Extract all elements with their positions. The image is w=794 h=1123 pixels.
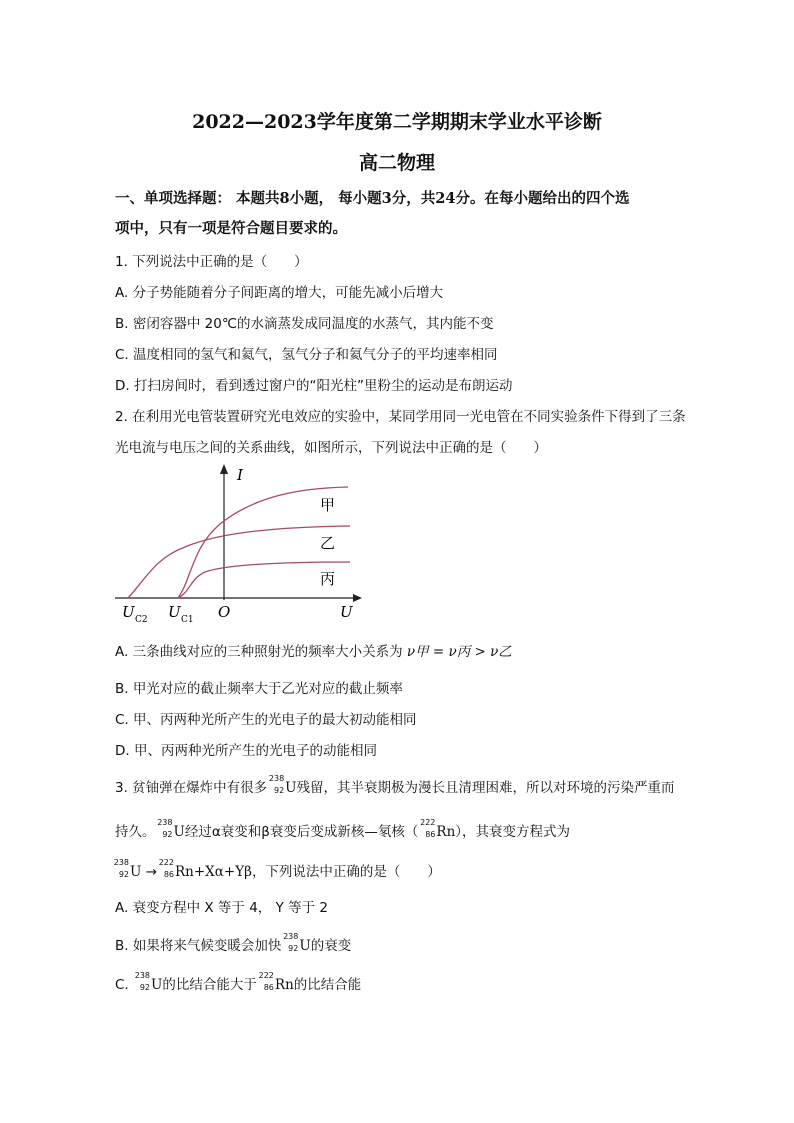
q3-line2-mid: 经过α衰变和β衰变后变成新核—氡核（ — [184, 824, 419, 840]
q3-option-c — [115, 973, 361, 993]
curve-label-jia: 甲 — [320, 496, 336, 514]
nuclide-u238: 238 92 — [134, 971, 151, 992]
nuclide-u238: 238 92 — [157, 818, 173, 839]
q1-option-d: D. 打扫房间时，看到透过窗户的“阳光柱”里粉尘的运动是布朗运动 — [115, 378, 513, 394]
decay-products: Rn+Xα+Yβ — [175, 864, 252, 880]
q2-option-a — [115, 640, 512, 660]
q1-option-c: C. 温度相同的氢气和氦气，氢气分子和氦气分子的平均速率相同 — [115, 347, 498, 363]
q2-stem-line2: 光电流与电压之间的关系曲线，如图所示，下列说法中正确的是（ ） — [115, 440, 547, 456]
symbol-rn: Rn — [274, 977, 294, 993]
curve-label-yi: 乙 — [320, 534, 336, 552]
q2-option-a-text: A. 三条曲线对应的三种照射光的频率大小关系为 — [115, 644, 403, 660]
nuclide-u238: 238 92 — [113, 858, 129, 879]
uc2-subscript: C2 — [135, 615, 148, 625]
q3-line2 — [115, 820, 570, 840]
nuclide-rn222: 222 86 — [158, 858, 174, 879]
uc1-label: U — [168, 603, 181, 621]
symbol-u: U — [130, 864, 142, 880]
q1-stem: 1. 下列说法中正确的是（ ） — [115, 254, 308, 270]
symbol-u: U — [299, 938, 311, 954]
nuclide-u238: 238 92 — [283, 932, 299, 953]
q3-line1-post: 残留，其半衰期极为漫长且清理困难，所以对环境的污染严重而 — [296, 780, 675, 796]
q2-option-c: C. 甲、丙两种光所产生的光电子的最大初动能相同 — [115, 712, 417, 728]
page-title: 2022—2023学年度第二学期期末学业水平诊断 — [192, 111, 602, 133]
q3-line1 — [115, 776, 675, 796]
symbol-u: U — [285, 780, 297, 796]
nuclide-rn222: 222 86 — [420, 818, 436, 839]
q3-option-c-post: 的比结合能 — [293, 977, 362, 993]
section-heading-line1: 一、单项选择题： 本题共8小题， 每小题3分，共24分。在每小题给出的四个选 — [115, 190, 630, 207]
symbol-rn: Rn — [436, 824, 456, 840]
q3-line1-pre: 3. 贫铀弹在爆炸中有很多 — [115, 780, 268, 796]
q3-option-b-pre: B. 如果将来气候变暖会加快 — [115, 938, 282, 954]
q3-option-a: A. 衰变方程中 X 等于 4， Y 等于 2 — [115, 900, 329, 916]
q2-stem-line1: 2. 在利用光电管装置研究光电效应的实验中，某同学用同一光电管在不同实验条件下得到了三条 — [115, 409, 686, 425]
q1-option-a: A. 分子势能随着分子间距离的增大，可能先减小后增大 — [115, 285, 444, 301]
q3-option-b — [115, 934, 351, 954]
nuclide-u238: 238 92 — [268, 774, 285, 795]
q3-option-c-pre: C. — [115, 977, 129, 993]
origin-label: O — [218, 603, 231, 621]
q3-line3 — [112, 860, 441, 880]
q2-option-a-formula: ν甲 = ν丙 > ν乙 — [406, 644, 512, 660]
q2-option-b: B. 甲光对应的截止频率大于乙光对应的截止频率 — [115, 681, 403, 697]
x-axis-arrow — [353, 594, 362, 602]
y-axis-arrow — [220, 464, 228, 474]
q3-option-c-mid: 的比结合能大于 — [162, 977, 257, 993]
q2-option-d: D. 甲、丙两种光所产生的光电子的动能相同 — [115, 743, 377, 759]
photoelectric-iv-graph — [110, 460, 370, 635]
q1-option-b: B. 密闭容器中 20℃的水滴蒸发成同温度的水蒸气，其内能不变 — [115, 316, 494, 332]
section-heading-line2: 项中，只有一项是符合题目要求的。 — [115, 220, 347, 237]
y-axis-label: I — [237, 466, 243, 484]
q3-line2-post: ），其衰变方程式为 — [455, 824, 571, 840]
q3-option-b-post: 的衰变 — [310, 938, 352, 954]
q3-line3-post: ，下列说法中正确的是（ ） — [251, 864, 441, 880]
reaction-arrow: → — [145, 864, 157, 880]
nuclide-rn222: 222 86 — [258, 971, 274, 992]
x-axis-label: U — [340, 603, 353, 621]
uc1-subscript: C1 — [181, 615, 194, 625]
subject-title: 高二物理 — [358, 152, 435, 174]
symbol-u: U — [173, 824, 185, 840]
curve-label-bing: 丙 — [320, 570, 336, 588]
uc2-label: U — [122, 603, 135, 621]
symbol-u: U — [151, 977, 163, 993]
q3-line2-pre: 持久。 — [115, 824, 156, 840]
